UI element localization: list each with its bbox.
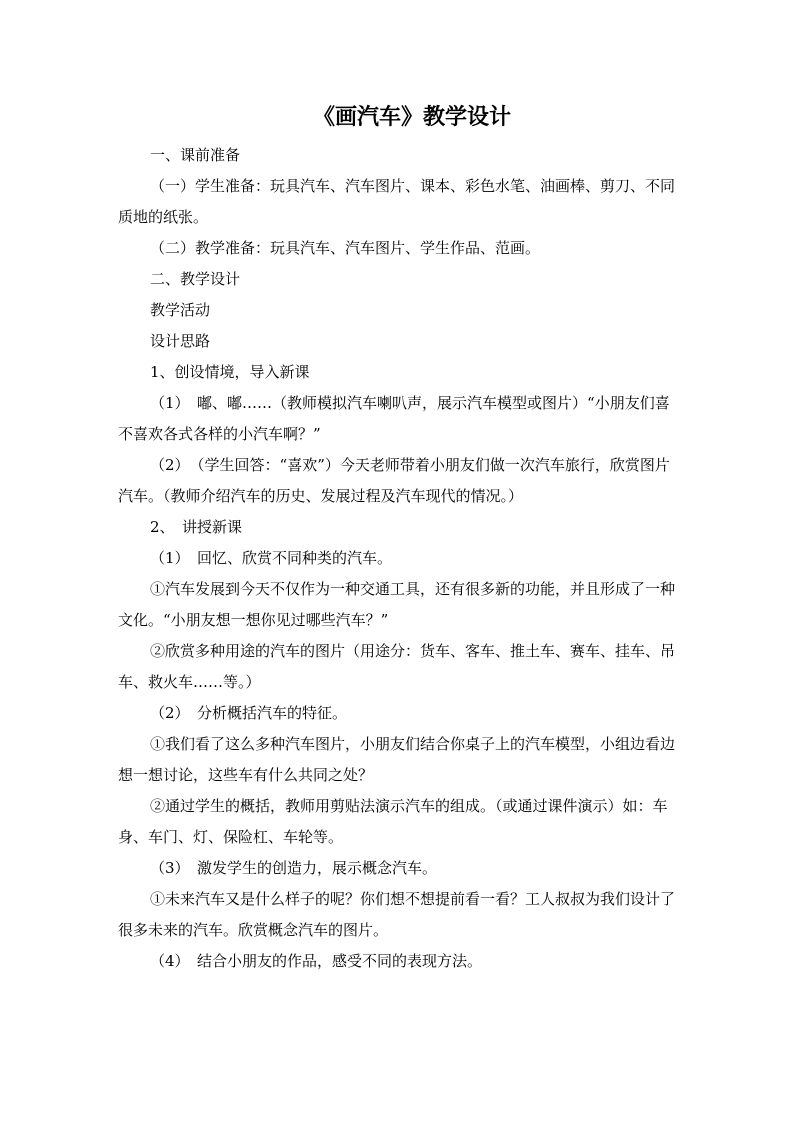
paragraph-step-2-item-2-b: ②通过学生的概括，教师用剪贴法演示汽车的组成。（或通过课件演示）如：车身、车门、灯、保险杠、车轮等。	[118, 797, 668, 846]
document-body	[118, 140, 676, 977]
paragraph-step-2-item-3-a: ①未来汽车又是什么样子的呢？你们想不想提前看一看？工人叔叔为我们设计了很多未来的汽车。欣赏概念汽车的图片。	[118, 890, 676, 939]
paragraph-step-2-item-2-a: ①我们看了这么多种汽车图片，小朋友们结合你桌子上的汽车模型，小组边看边想一想讨论，这些车有什么共同之处？	[118, 735, 676, 784]
paragraph-section-1-heading: 一、课前准备	[150, 146, 241, 164]
paragraph-step-2-item-2: （2） 分析概括汽车的特征。	[150, 704, 348, 722]
paragraph-teaching-activities: 教学活动	[150, 301, 211, 319]
paragraph-step-2-item-4: （4） 结合小朋友的作品，感受不同的表现方法。	[150, 952, 483, 970]
paragraph-step-2-item-1-b: ②欣赏多种用途的汽车的图片（用途分：货车、客车、推土车、赛车、挂车、吊车、救火车……等。）	[118, 642, 676, 691]
paragraph-step-2-heading: 2、 讲授新课	[150, 518, 243, 536]
paragraph-step-2-item-1: （1） 回忆、欣赏不同种类的汽车。	[150, 549, 393, 567]
paragraph-step-2-item-3: （3） 激发学生的创造力，展示概念汽车。	[150, 859, 438, 877]
paragraph-design-ideas: 设计思路	[150, 332, 211, 350]
paragraph-step-2-item-1-a: ①汽车发展到今天不仅作为一种交通工具，还有很多新的功能，并且形成了一种文化。“小朋友想一想你见过哪些汽车？”	[118, 580, 676, 629]
paragraph-section-2-heading: 二、教学设计	[150, 270, 241, 288]
paragraph-step-1-item-1: （1） 嘟、嘟……（教师模拟汽车喇叭声，展示汽车模型或图片）“小朋友们喜不喜欢各式各样的小汽车啊？”	[118, 394, 670, 443]
paragraph-teacher-prep: （二）教学准备：玩具汽车、汽车图片、学生作品、范画。	[150, 239, 541, 257]
paragraph-step-1-heading: 1、创设情境，导入新课	[150, 363, 310, 381]
document-title: 《画汽车》教学设计	[312, 104, 511, 130]
paragraph-step-1-item-2: （2） （学生回答：“喜欢”）今天老师带着小朋友们做一次汽车旅行，欣赏图片汽车。（教师介绍汽车的历史、发展过程及汽车现代的情况。）	[118, 456, 670, 505]
paragraph-student-prep: （一）学生准备：玩具汽车、汽车图片、课本、彩色水笔、油画棒、剪刀、不同质地的纸张。	[118, 177, 676, 226]
